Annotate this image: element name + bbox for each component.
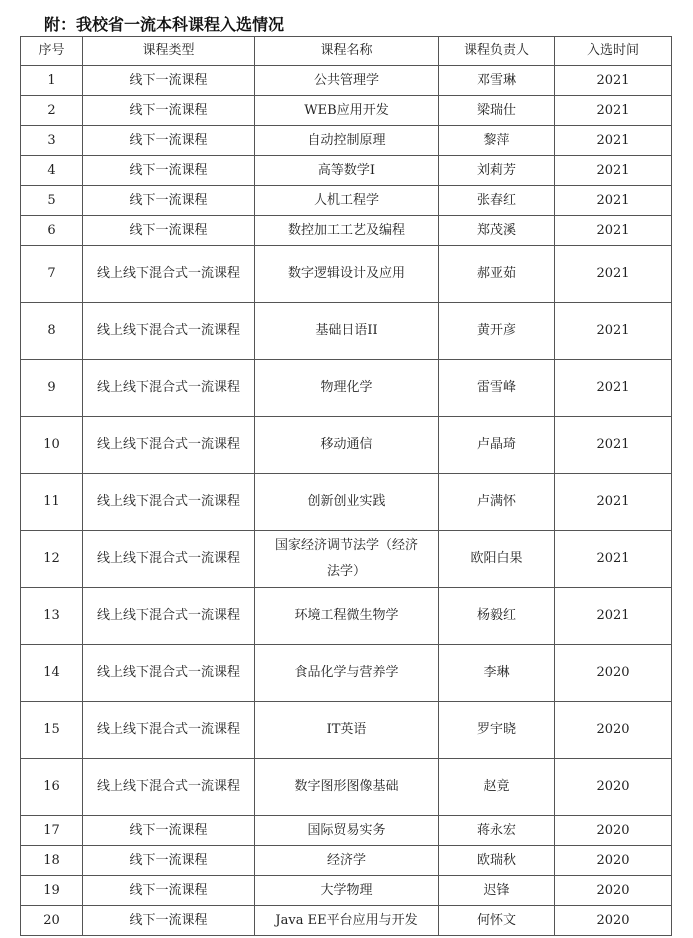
table-row — [21, 156, 672, 186]
cell-type: 线下一流课程 — [83, 96, 255, 126]
cell-type: 线下一流课程 — [83, 216, 255, 246]
cell-name — [255, 702, 439, 759]
cell-type-text: 线上线下混合式一流课程 — [96, 551, 240, 566]
cell-name — [255, 588, 439, 645]
cell-type-text: 线上线下混合式一流课程 — [96, 323, 240, 338]
cell-name-text: 数字图形图像基础 — [294, 779, 399, 794]
table-row — [21, 126, 672, 156]
cell-name: Java EE平台应用与开发 — [255, 906, 439, 936]
cell-lead: 蒋永宏 — [439, 816, 555, 846]
table-header-row — [21, 37, 672, 66]
cell-name-text: IT英语 — [326, 722, 367, 737]
table-row — [21, 303, 672, 360]
cell-year: 2021 — [555, 156, 672, 186]
cell-type: 线下一流课程 — [83, 876, 255, 906]
cell-name-text: 移动通信 — [320, 437, 373, 452]
cell-no: 3 — [21, 126, 83, 156]
cell-lead: 黄开彦 — [439, 303, 555, 360]
header-no: 序号 — [21, 37, 83, 66]
cell-type-text: 线上线下混合式一流课程 — [96, 266, 240, 281]
cell-name: 大学物理 — [255, 876, 439, 906]
cell-no: 16 — [21, 759, 83, 816]
cell-lead: 刘莉芳 — [439, 156, 555, 186]
cell-type — [83, 360, 255, 417]
table-row — [21, 531, 672, 588]
cell-type — [83, 702, 255, 759]
cell-name-text: 食品化学与营养学 — [294, 665, 399, 680]
cell-no: 13 — [21, 588, 83, 645]
cell-type — [83, 474, 255, 531]
table-row — [21, 588, 672, 645]
cell-name — [255, 645, 439, 702]
cell-type: 线下一流课程 — [83, 186, 255, 216]
cell-no: 20 — [21, 906, 83, 936]
cell-type-text: 线上线下混合式一流课程 — [96, 665, 240, 680]
table-row — [21, 417, 672, 474]
cell-name: 自动控制原理 — [255, 126, 439, 156]
cell-lead: 卢晶琦 — [439, 417, 555, 474]
cell-type-text: 线上线下混合式一流课程 — [96, 779, 240, 794]
cell-year: 2021 — [555, 303, 672, 360]
table-row — [21, 816, 672, 846]
cell-no: 11 — [21, 474, 83, 531]
cell-lead: 张春红 — [439, 186, 555, 216]
cell-type — [83, 246, 255, 303]
cell-type: 线下一流课程 — [83, 816, 255, 846]
cell-lead: 欧阳白果 — [439, 531, 555, 588]
cell-year: 2021 — [555, 96, 672, 126]
table-row — [21, 906, 672, 936]
header-year: 入选时间 — [555, 37, 672, 66]
cell-name — [255, 474, 439, 531]
cell-year: 2021 — [555, 126, 672, 156]
cell-name-text: 创新创业实践 — [307, 494, 386, 509]
cell-year: 2021 — [555, 66, 672, 96]
cell-type-text: 线上线下混合式一流课程 — [96, 437, 240, 452]
cell-no: 1 — [21, 66, 83, 96]
cell-lead: 李琳 — [439, 645, 555, 702]
cell-name — [255, 246, 439, 303]
cell-lead: 赵竟 — [439, 759, 555, 816]
cell-name-text: 物理化学 — [320, 380, 373, 395]
cell-name — [255, 531, 439, 588]
cell-lead: 郑茂溪 — [439, 216, 555, 246]
cell-no: 5 — [21, 186, 83, 216]
cell-type-text: 线上线下混合式一流课程 — [96, 494, 240, 509]
cell-type: 线下一流课程 — [83, 156, 255, 186]
table-row — [21, 66, 672, 96]
cell-lead: 梁瑞仕 — [439, 96, 555, 126]
cell-no: 15 — [21, 702, 83, 759]
cell-name: WEB应用开发 — [255, 96, 439, 126]
cell-name: 数控加工工艺及编程 — [255, 216, 439, 246]
header-lead: 课程负责人 — [439, 37, 555, 66]
cell-lead: 欧瑞秋 — [439, 846, 555, 876]
cell-type — [83, 303, 255, 360]
cell-no: 9 — [21, 360, 83, 417]
cell-name: 国际贸易实务 — [255, 816, 439, 846]
cell-name — [255, 417, 439, 474]
cell-no: 17 — [21, 816, 83, 846]
table-row — [21, 186, 672, 216]
cell-year: 2021 — [555, 588, 672, 645]
cell-no: 4 — [21, 156, 83, 186]
header-type: 课程类型 — [83, 37, 255, 66]
table-row — [21, 846, 672, 876]
cell-name-text: 环境工程微生物学 — [294, 608, 399, 623]
cell-name-text: 基础日语II — [315, 323, 378, 338]
cell-lead: 杨毅红 — [439, 588, 555, 645]
cell-no: 12 — [21, 531, 83, 588]
cell-name — [255, 759, 439, 816]
cell-type — [83, 645, 255, 702]
cell-no: 14 — [21, 645, 83, 702]
cell-type — [83, 531, 255, 588]
table-row — [21, 876, 672, 906]
cell-year: 2020 — [555, 846, 672, 876]
cell-year: 2021 — [555, 417, 672, 474]
cell-year: 2021 — [555, 246, 672, 303]
cell-type — [83, 588, 255, 645]
cell-lead: 邓雪琳 — [439, 66, 555, 96]
cell-no: 6 — [21, 216, 83, 246]
cell-type-text: 线上线下混合式一流课程 — [96, 608, 240, 623]
cell-lead: 卢满怀 — [439, 474, 555, 531]
cell-year: 2020 — [555, 906, 672, 936]
table-row — [21, 474, 672, 531]
cell-type-text: 线上线下混合式一流课程 — [96, 380, 240, 395]
table-row — [21, 645, 672, 702]
cell-year: 2020 — [555, 702, 672, 759]
table-row — [21, 246, 672, 303]
cell-type — [83, 417, 255, 474]
course-table — [20, 36, 672, 936]
cell-year: 2020 — [555, 759, 672, 816]
cell-year: 2021 — [555, 216, 672, 246]
cell-type: 线下一流课程 — [83, 66, 255, 96]
cell-type-text: 线上线下混合式一流课程 — [96, 722, 240, 737]
table-row — [21, 759, 672, 816]
cell-name: 人机工程学 — [255, 186, 439, 216]
header-name: 课程名称 — [255, 37, 439, 66]
cell-lead: 迟锋 — [439, 876, 555, 906]
cell-no: 19 — [21, 876, 83, 906]
table-row — [21, 96, 672, 126]
cell-type: 线下一流课程 — [83, 126, 255, 156]
cell-lead: 郝亚茹 — [439, 246, 555, 303]
cell-year: 2020 — [555, 816, 672, 846]
cell-no: 8 — [21, 303, 83, 360]
cell-year: 2020 — [555, 876, 672, 906]
cell-type: 线下一流课程 — [83, 906, 255, 936]
cell-no: 7 — [21, 246, 83, 303]
cell-no: 2 — [21, 96, 83, 126]
cell-name-text: 国家经济调节法学（经济法学） — [274, 538, 418, 579]
cell-year: 2021 — [555, 474, 672, 531]
cell-year: 2020 — [555, 645, 672, 702]
cell-name: 高等数学I — [255, 156, 439, 186]
table-row — [21, 360, 672, 417]
cell-name: 经济学 — [255, 846, 439, 876]
cell-type: 线下一流课程 — [83, 846, 255, 876]
cell-lead: 罗宇晓 — [439, 702, 555, 759]
cell-name — [255, 360, 439, 417]
cell-year: 2021 — [555, 360, 672, 417]
table-row — [21, 702, 672, 759]
cell-no: 10 — [21, 417, 83, 474]
cell-type — [83, 759, 255, 816]
cell-no: 18 — [21, 846, 83, 876]
cell-year: 2021 — [555, 186, 672, 216]
table-row — [21, 216, 672, 246]
cell-name — [255, 303, 439, 360]
cell-year: 2021 — [555, 531, 672, 588]
page-title: 附：我校省一流本科课程入选情况 — [44, 15, 285, 34]
cell-lead: 何怀文 — [439, 906, 555, 936]
cell-lead: 雷雪峰 — [439, 360, 555, 417]
cell-name-text: 数字逻辑设计及应用 — [287, 266, 405, 281]
cell-lead: 黎萍 — [439, 126, 555, 156]
cell-name: 公共管理学 — [255, 66, 439, 96]
